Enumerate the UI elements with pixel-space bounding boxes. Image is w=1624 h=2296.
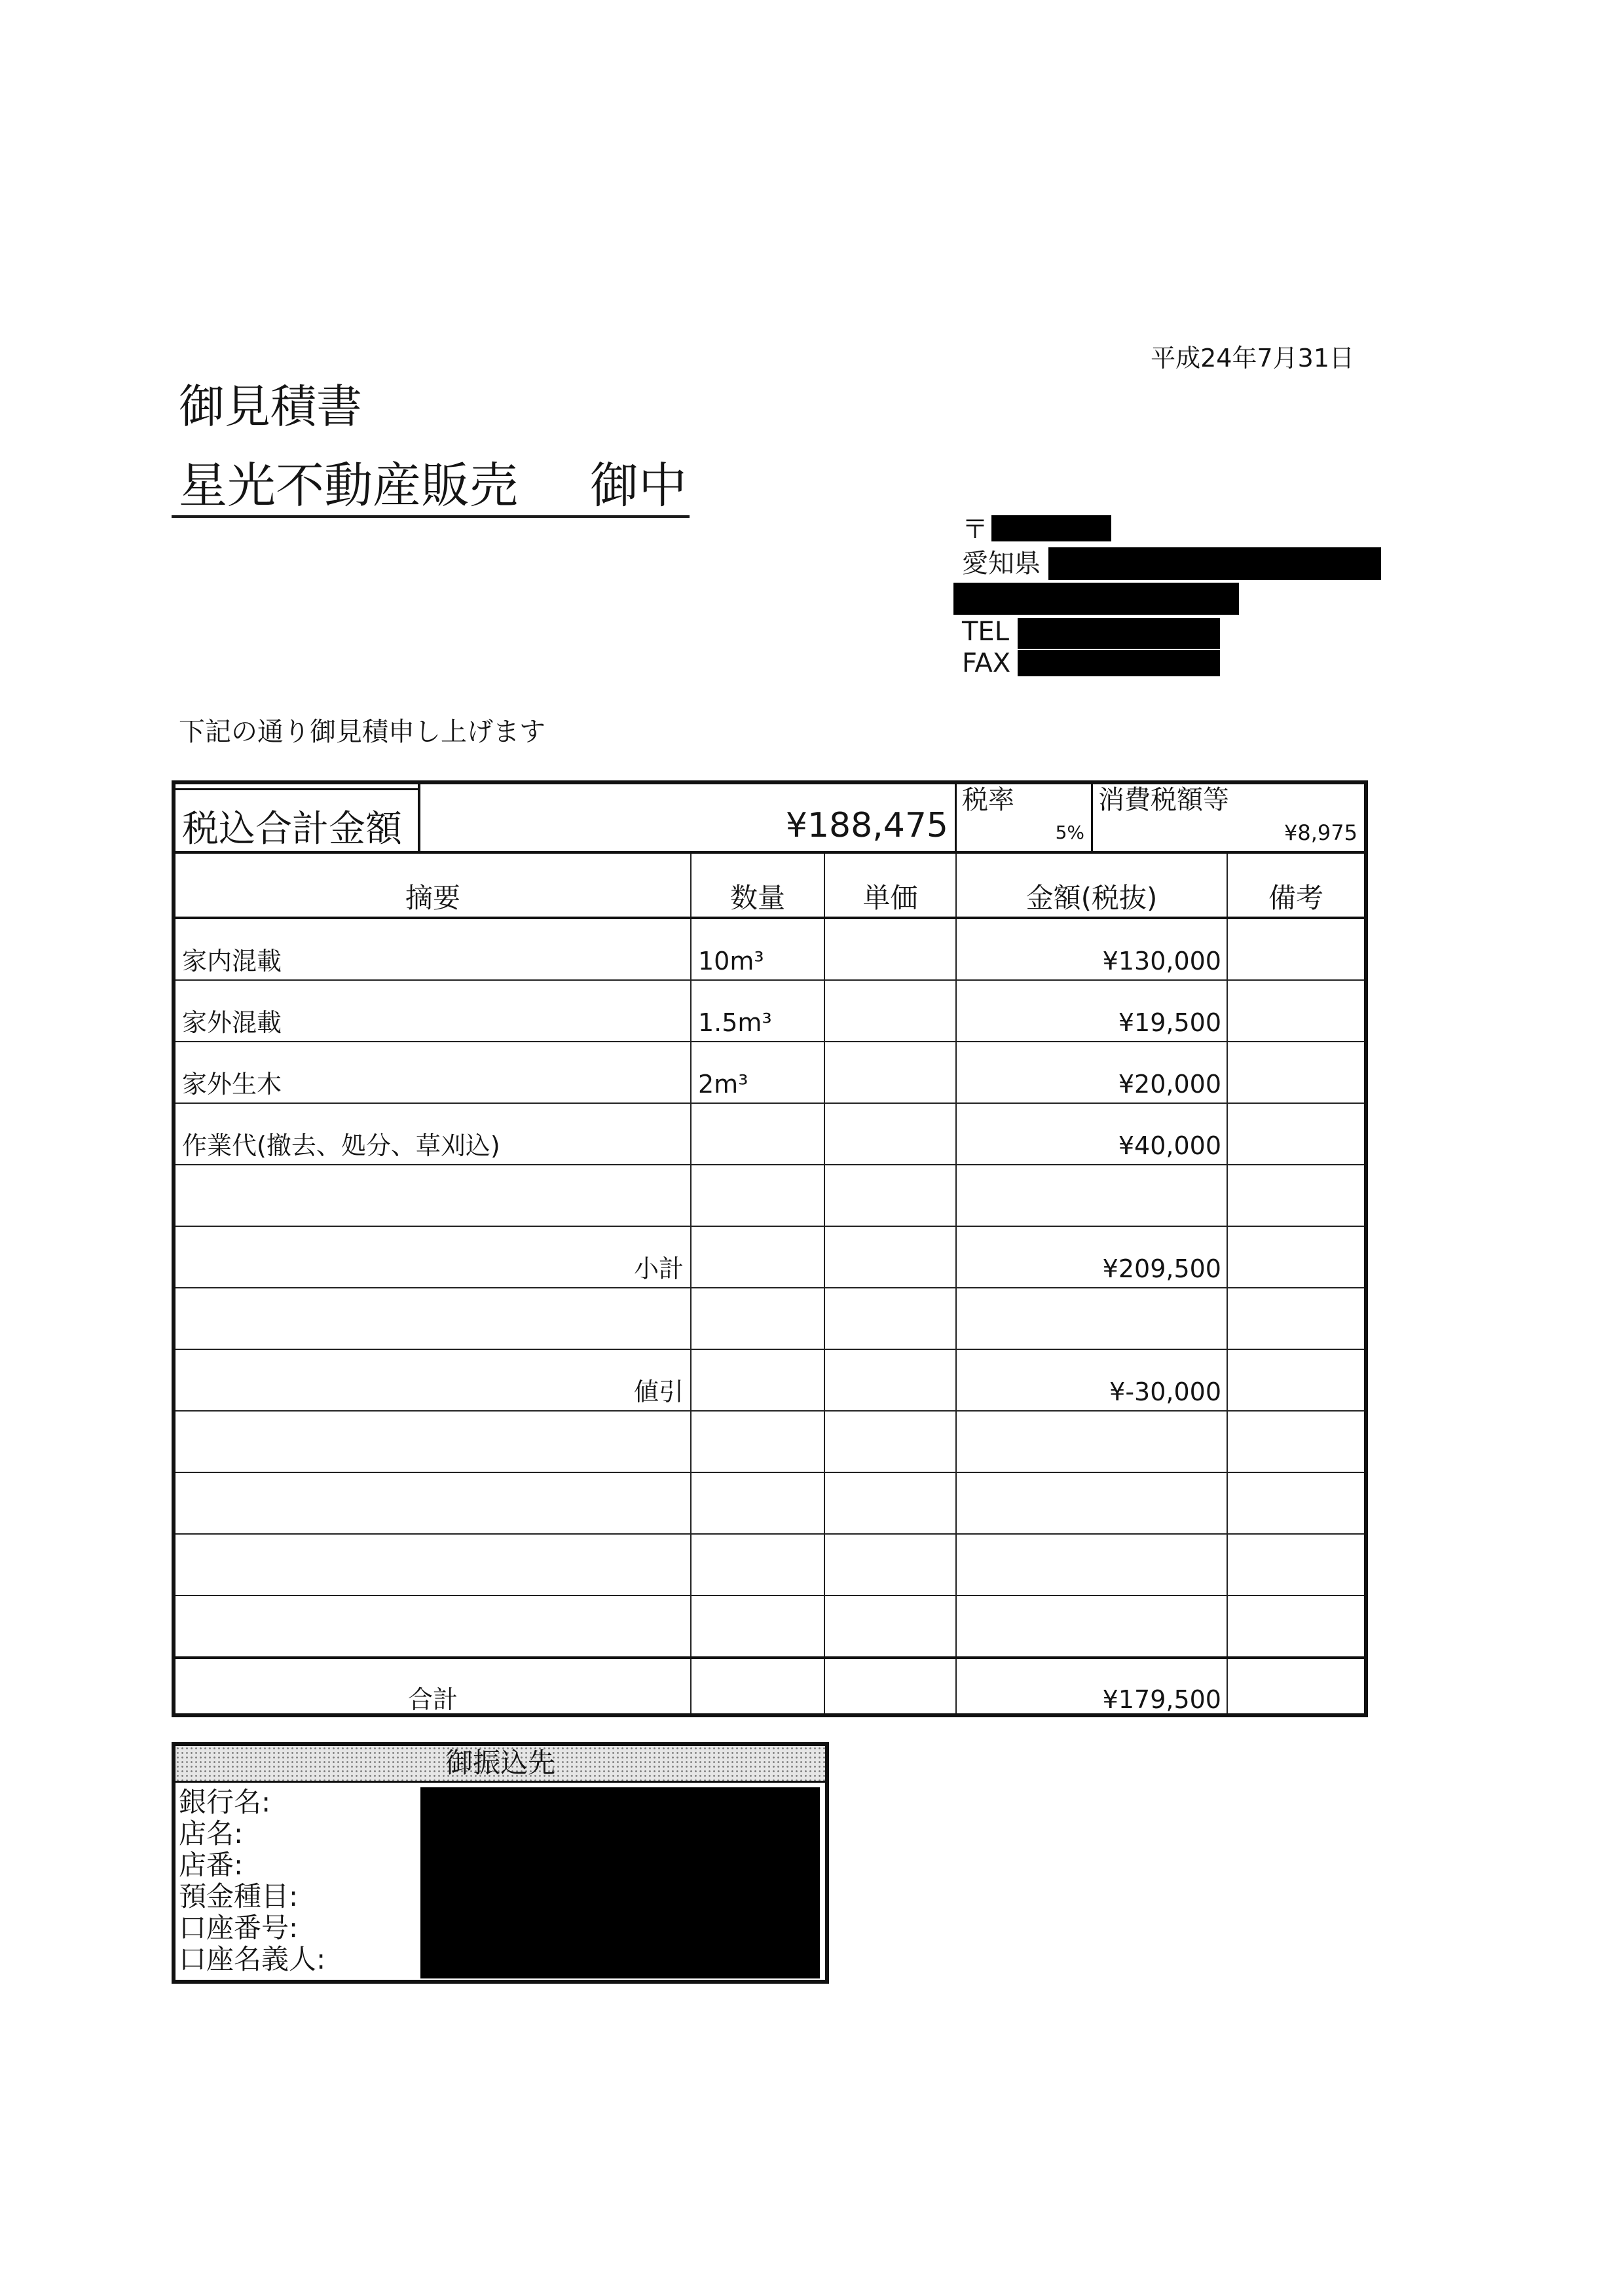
redacted-tel	[1018, 618, 1220, 649]
table-row	[175, 1411, 1364, 1472]
header-amount: 金額(税抜)	[956, 854, 1227, 918]
quantity-cell	[691, 1411, 824, 1472]
bank-name-label: 銀行名:	[179, 1786, 271, 1818]
fax-label: FAX	[962, 648, 1011, 678]
unit-price-cell	[824, 1288, 956, 1349]
amount-cell: ¥130,000	[956, 918, 1227, 980]
quantity-cell	[691, 1472, 824, 1534]
total-value-cell	[420, 784, 955, 851]
grand-total-label: 合計	[175, 1658, 691, 1717]
amount-cell: ¥40,000	[956, 1103, 1227, 1165]
issue-date: 平成24年7月31日	[1151, 344, 1354, 373]
bank-box-header	[175, 1746, 825, 1783]
note-cell	[1227, 1411, 1364, 1472]
note-cell	[1227, 1472, 1364, 1534]
recipient-honorific: 御中	[590, 458, 687, 514]
redacted-fax	[1018, 650, 1220, 676]
quantity-cell: 10m³	[691, 918, 824, 980]
subtotal-amount: ¥209,500	[956, 1226, 1227, 1288]
amount-cell	[956, 1288, 1227, 1349]
table-row	[175, 1534, 1364, 1595]
description-cell	[175, 1411, 691, 1472]
postal-mark: 〒	[962, 515, 988, 545]
unit-price-cell	[824, 1595, 956, 1658]
discount-row	[175, 1349, 1364, 1411]
note-cell	[1227, 918, 1364, 980]
note-cell	[1227, 980, 1364, 1042]
branch-number-label: 店番:	[179, 1849, 244, 1881]
unit-price-cell	[824, 1349, 956, 1411]
subtotal-label: 小計	[175, 1226, 691, 1288]
intro-text: 下記の通り御見積申し上げます	[179, 717, 545, 747]
quantity-cell	[691, 1349, 824, 1411]
table-row	[175, 1288, 1364, 1349]
tel-label: TEL	[962, 617, 1009, 647]
amount-cell	[956, 1595, 1227, 1658]
amount-cell: ¥19,500	[956, 980, 1227, 1042]
table-row	[175, 1165, 1364, 1226]
quantity-cell: 1.5m³	[691, 980, 824, 1042]
total-label-box	[175, 788, 418, 851]
quantity-cell	[691, 1226, 824, 1288]
amount-cell: ¥20,000	[956, 1042, 1227, 1103]
description-cell	[175, 1595, 691, 1658]
note-cell	[1227, 1226, 1364, 1288]
table-row	[175, 1595, 1364, 1658]
unit-price-cell	[824, 980, 956, 1042]
amount-cell	[956, 1472, 1227, 1534]
subtotal-row	[175, 1226, 1364, 1288]
note-cell	[1227, 1349, 1364, 1411]
description-cell: 家内混載	[175, 918, 691, 980]
redacted-bank-details	[420, 1787, 820, 1978]
total-label-cell	[175, 784, 420, 851]
quantity-cell	[691, 1165, 824, 1226]
unit-price-cell	[824, 1165, 956, 1226]
note-cell	[1227, 1103, 1364, 1165]
quantity-cell	[691, 1658, 824, 1717]
header-unit-price: 単価	[824, 854, 956, 918]
note-cell	[1227, 1534, 1364, 1595]
tax-rate-label: 税率	[962, 785, 1014, 815]
quantity-cell	[691, 1595, 824, 1658]
account-number-label: 口座番号:	[179, 1912, 299, 1944]
unit-price-cell	[824, 1103, 956, 1165]
note-cell	[1227, 1595, 1364, 1658]
description-cell: 作業代(撤去、処分、草刈込)	[175, 1103, 691, 1165]
amount-cell	[956, 1411, 1227, 1472]
table-row	[175, 1042, 1364, 1103]
tax-amount-label: 消費税額等	[1098, 785, 1229, 815]
description-cell	[175, 1534, 691, 1595]
amount-cell	[956, 1165, 1227, 1226]
unit-price-cell	[824, 1658, 956, 1717]
total-value: ¥188,475	[785, 806, 948, 845]
account-holder-label: 口座名義人:	[179, 1943, 326, 1975]
quantity-cell	[691, 1534, 824, 1595]
note-cell	[1227, 1288, 1364, 1349]
note-cell	[1227, 1658, 1364, 1717]
note-cell	[1227, 1165, 1364, 1226]
quantity-cell: 2m³	[691, 1042, 824, 1103]
unit-price-cell	[824, 1042, 956, 1103]
bank-transfer-box	[172, 1742, 829, 1984]
bank-box-title: 御振込先	[445, 1747, 555, 1779]
total-label: 税込合計金額	[182, 808, 402, 850]
note-cell	[1227, 1042, 1364, 1103]
quantity-cell	[691, 1103, 824, 1165]
recipient	[172, 458, 690, 518]
grand-total-amount: ¥179,500	[956, 1658, 1227, 1717]
quantity-cell	[691, 1288, 824, 1349]
amount-cell	[956, 1534, 1227, 1595]
estimate-table	[172, 780, 1368, 1717]
discount-amount: ¥-30,000	[956, 1349, 1227, 1411]
description-cell	[175, 1288, 691, 1349]
header-note: 備考	[1227, 854, 1364, 918]
unit-price-cell	[824, 1226, 956, 1288]
recipient-name: 星光不動産販売	[179, 458, 518, 514]
table-row	[175, 1103, 1364, 1165]
unit-price-cell	[824, 1411, 956, 1472]
unit-price-cell	[824, 1534, 956, 1595]
table-header-row	[175, 854, 1364, 918]
redacted-address-line-2	[953, 583, 1239, 615]
description-cell: 家外生木	[175, 1042, 691, 1103]
table-row	[175, 918, 1364, 980]
summary-row	[175, 784, 1364, 854]
description-cell	[175, 1165, 691, 1226]
tax-amount-cell	[1091, 784, 1364, 851]
tax-amount-value: ¥8,975	[1284, 820, 1357, 845]
discount-label: 値引	[175, 1349, 691, 1411]
grand-total-row	[175, 1658, 1364, 1717]
description-cell: 家外混載	[175, 980, 691, 1042]
table-row	[175, 980, 1364, 1042]
unit-price-cell	[824, 918, 956, 980]
header-description: 摘要	[175, 854, 691, 918]
sender-prefecture: 愛知県	[962, 549, 1041, 579]
account-type-label: 預金種目:	[179, 1880, 299, 1912]
redacted-address-line-1	[1048, 547, 1381, 580]
items-table	[175, 854, 1364, 1717]
unit-price-cell	[824, 1472, 956, 1534]
table-row	[175, 1472, 1364, 1534]
bank-field-list	[179, 1787, 325, 1975]
document-title: 御見積書	[179, 380, 362, 433]
branch-name-label: 店名:	[179, 1817, 244, 1850]
description-cell	[175, 1472, 691, 1534]
tax-rate-cell	[955, 784, 1091, 851]
redacted-postal-code	[991, 515, 1111, 541]
header-quantity: 数量	[691, 854, 824, 918]
tax-rate-value: 5%	[1055, 822, 1084, 843]
